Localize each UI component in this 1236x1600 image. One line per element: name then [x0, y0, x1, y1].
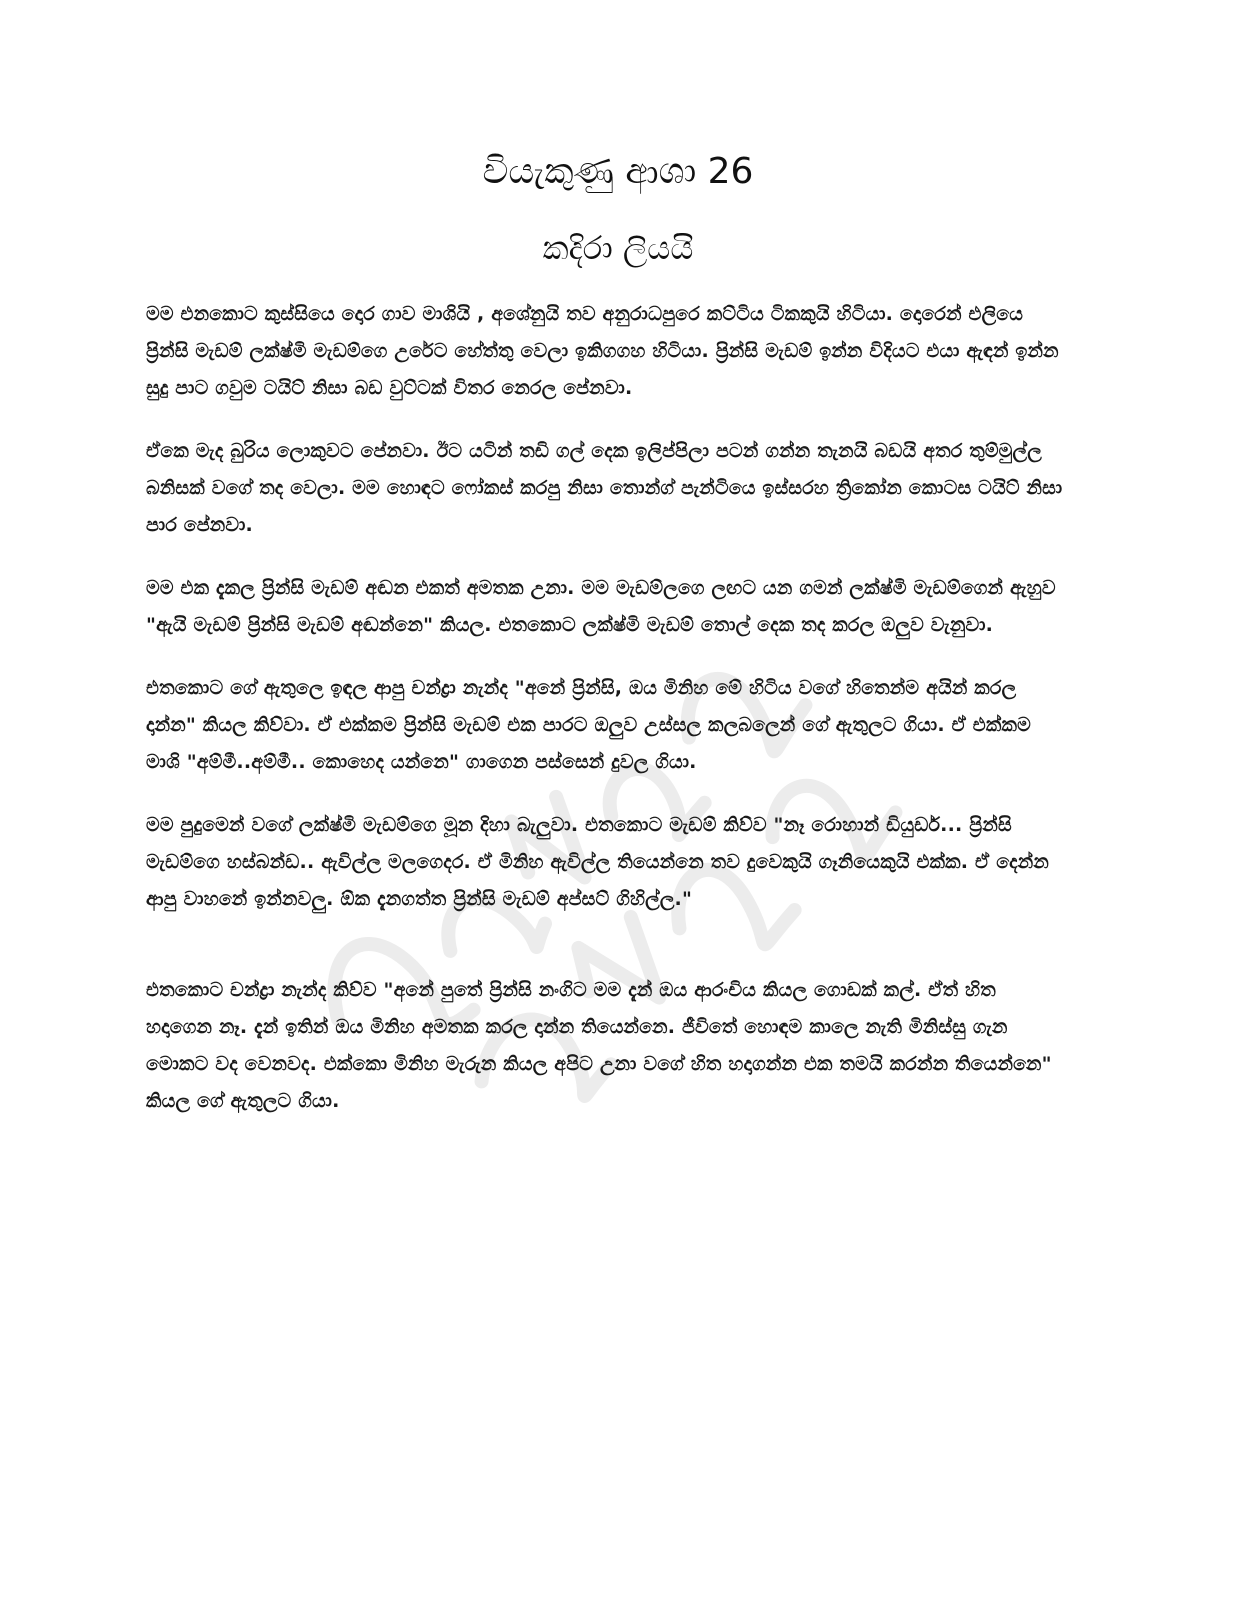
document-title: වියැකුණු ආශා 26: [482, 151, 754, 192]
paragraph: ඒකෙ මැද බුරිය ලොකුවට පේනවා. ඊට යටින් තඩි ගල් දෙක ඉලිප්පිලා පටන් ගන්න තැනයි බඩයි අතර තුම්මුල්ල බනිසක් වගේ තද වෙලා. මම හොඳට ෆෝකස් කරපු නිසා තොන්ග් පැන්ටියෙ ඉස්සරහ ත්‍රිකෝන කොටස ටයිට් නිසා පාර පේනවා.: [146, 440, 1063, 536]
paragraph: මම පුදුමෙන් වගේ ලක්ෂ්මි මැඩම්ගෙ මූන දිහා බැලුවා. එතකොට මැඩම් කිව්ව "නෑ රොහාන් ඩියුඩර්... ප්‍රින්සි මැඩම්ගෙ හස්බන්ඩ.. ඇවිල්ල මලගෙදර. ඒ මිනිහ ඇවිල්ල තියෙන්නෙ තව දුවෙකුයි ගෑනියෙකුයි එක්ක. ඒ දෙන්න ආපු වාහනේ ඉන්නවලු. ඕක දැනගත්ත ප්‍රින්සි මැඩම් අප්සට් ගිහිල්ල.": [146, 814, 1050, 910]
paragraph: එතකොට චන්ද්‍රා නැන්ද කිව්ව "අනේ පුතේ ප්‍රින්සි නංගිට මම දැන් ඔය ආරංචිය කියල ගොඩක් කල්. ඒත් හිත හදාගෙන නෑ. දැන් ඉතින් ඔය මිනිහ අමතක කරල දාන්න තියෙන්නෙ. ජීවිතේ හොඳම කාලෙ නැති මිනිස්සු ගැන මොකට වද වෙනවද. එක්කො මිනිහ මැරුන කියල අපිට උනා වගේ හිත හදාගන්න එක තමයි කරන්න තියෙන්නෙ" කියල ගේ ඇතුලට ගියා.: [146, 979, 1052, 1112]
document-body: [146, 296, 1066, 1146]
paragraph: මම එක දැකල ප්‍රින්සි මැඩම් අඬන එකත් අමතක උනා. මම මැඩම්ලගෙ ලඟට යන ගමන් ලක්ෂ්මි මැඩම්ගෙන් ඇහුව "ඇයි මැඩම් ප්‍රින්සි මැඩම් අඬන්නෙ" කියල. එතකොට ලක්ෂ්මි මැඩම් තොල් දෙක තද කරල ඔලුව වැනුවා.: [146, 577, 1056, 636]
paragraph: මම එනකොට කුස්සියෙ දොර ගාව මාශියි , අශේනුයි තව අනුරාධපුරෙ කට්ටිය ටිකකුයි හිටියා. දොරෙන් එලියෙ ප්‍රින්සි මැඩම් ලක්ෂ්මි මැඩම්ගෙ උරේට හේත්තු වෙලා ඉකිගගහ හිටියා. ප්‍රින්සි මැඩම් ඉන්න විදියට එයා ඇඳන් ඉන්න සුදු පාට ගවුම ටයිට් නිසා බඩ වුට්ටක් විතර නෙරල පේනවා.: [146, 303, 1059, 399]
author-line: කදිරා ලියයි: [542, 229, 694, 267]
paragraph: එතකොට ගේ ඇතුලෙ ඉඳල ආපු චන්ද්‍රා නැන්ද "අනේ ප්‍රින්සි, ඔය මිනිහ මේ හිටිය වගේ හිතෙන්ම අයින් කරල දාන්න" කියල කිව්වා. ඒ එක්කම ප්‍රින්සි මැඩම් එක පාරට ඔලුව උස්සල කලබලෙන් ගේ ඇතුලට ගියා. ඒ එක්කම මාශි "අම්මී..අම්මී.. කොහෙද යන්නෙ" ගාගෙන පස්සෙන් දුවල ගියා.: [146, 677, 1031, 773]
